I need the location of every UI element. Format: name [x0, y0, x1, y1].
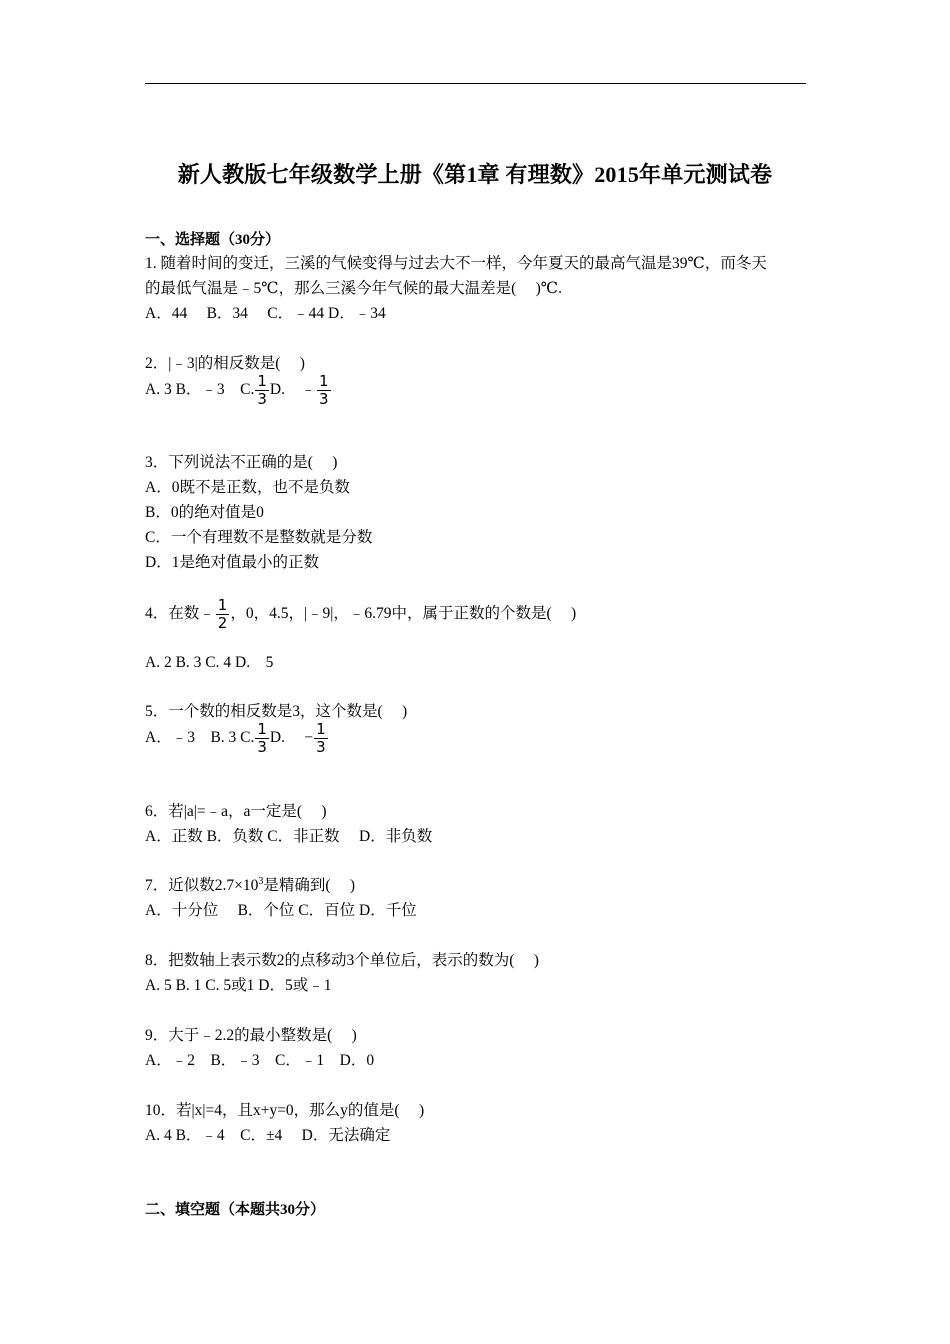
q6-stem: 6．若|a|=﹣a，a一定是( )	[145, 803, 327, 820]
q4-prefix: 4．在数﹣	[145, 605, 215, 623]
q3-option-a: A．0既不是正数，也不是负数	[145, 479, 350, 496]
q5-stem: 5．一个数的相反数是3，这个数是( )	[145, 703, 408, 720]
q2-options	[145, 374, 332, 407]
q2-fraction-c	[255, 374, 269, 407]
q5-frac-d-den: 3	[316, 738, 326, 756]
header-rule	[145, 83, 806, 84]
q7-exponent: 3	[258, 875, 264, 887]
q7-options: A．十分位 B．个位 C．百位 D．千位	[145, 902, 417, 919]
page-title: 新人教版七年级数学上册《第1章 有理数》2015年单元测试卷	[177, 162, 773, 187]
q1-line1: 1. 随着时间的变迁，三溪的气候变得与过去大不一样，今年夏天的最高气温是39℃，而冬天	[145, 255, 767, 272]
q4-stem	[145, 598, 576, 631]
q3-option-d: D．1是绝对值最小的正数	[145, 554, 319, 571]
q5-opts-d: D. −	[269, 729, 314, 747]
q9-stem: 9．大于﹣2.2的最小整数是( )	[145, 1027, 357, 1044]
q3-stem: 3．下列说法不正确的是( )	[145, 454, 338, 471]
q2-opts-d: D. ﹣	[269, 381, 316, 399]
q2-frac-d-num: 1	[319, 372, 329, 390]
q3-option-b: B．0的绝对值是0	[145, 504, 264, 521]
q4-frac-num: 1	[217, 596, 228, 614]
q1-line2: 的最低气温是﹣5℃，那么三溪今年气候的最大温差是( )℃.	[145, 280, 563, 297]
q7-stem-b: 是精确到( )	[263, 877, 356, 894]
q3-option-c: C．一个有理数不是整数就是分数	[145, 529, 373, 546]
q4-options: A. 2 B. 3 C. 4 D. 5	[145, 654, 274, 671]
q4-frac-den: 2	[217, 614, 228, 632]
q4-fraction	[216, 598, 230, 631]
q2-frac-c-num: 1	[257, 372, 267, 390]
q5-frac-d-num: 1	[316, 720, 326, 738]
q5-opts-abc: A．﹣3 B. 3 C.	[145, 729, 255, 747]
q8-stem: 8．把数轴上表示数2的点移动3个单位后，表示的数为( )	[145, 952, 539, 969]
q6-options: A．正数 B．负数 C．非正数 D．非负数	[145, 828, 433, 845]
section-fill-heading: 二、填空题（本题共30分）	[145, 1202, 326, 1218]
q1-options: A．44 B．34 C．﹣44 D．﹣34	[145, 305, 386, 322]
section-choice-heading: 一、选择题（30分）	[145, 232, 281, 248]
q2-opts-abc: A. 3 B．﹣3 C.	[145, 381, 255, 399]
q2-frac-d-den: 3	[319, 390, 329, 408]
q2-frac-c-den: 3	[257, 390, 267, 408]
q5-frac-c-den: 3	[257, 738, 267, 756]
q10-stem: 10．若|x|=4，且x+y=0，那么y的值是( )	[145, 1102, 425, 1119]
q2-fraction-d	[317, 374, 331, 407]
q5-options	[145, 722, 329, 755]
q8-options: A. 5 B. 1 C. 5或1 D．5或﹣1	[145, 977, 332, 994]
q5-fraction-d	[314, 722, 328, 755]
q5-frac-c-num: 1	[257, 720, 267, 738]
q9-options: A．﹣2 B．﹣3 C．﹣1 D．0	[145, 1052, 375, 1069]
q7-stem	[145, 873, 355, 895]
q10-options: A. 4 B．﹣4 C．±4 D．无法确定	[145, 1127, 391, 1144]
q4-suffix: ，0，4.5，|﹣9|，﹣6.79中，属于正数的个数是( )	[230, 605, 577, 623]
q5-fraction-c	[255, 722, 269, 755]
q7-stem-a: 7．近似数2.7×10	[145, 877, 259, 894]
q2-stem: 2．|﹣3|的相反数是( )	[145, 355, 305, 372]
